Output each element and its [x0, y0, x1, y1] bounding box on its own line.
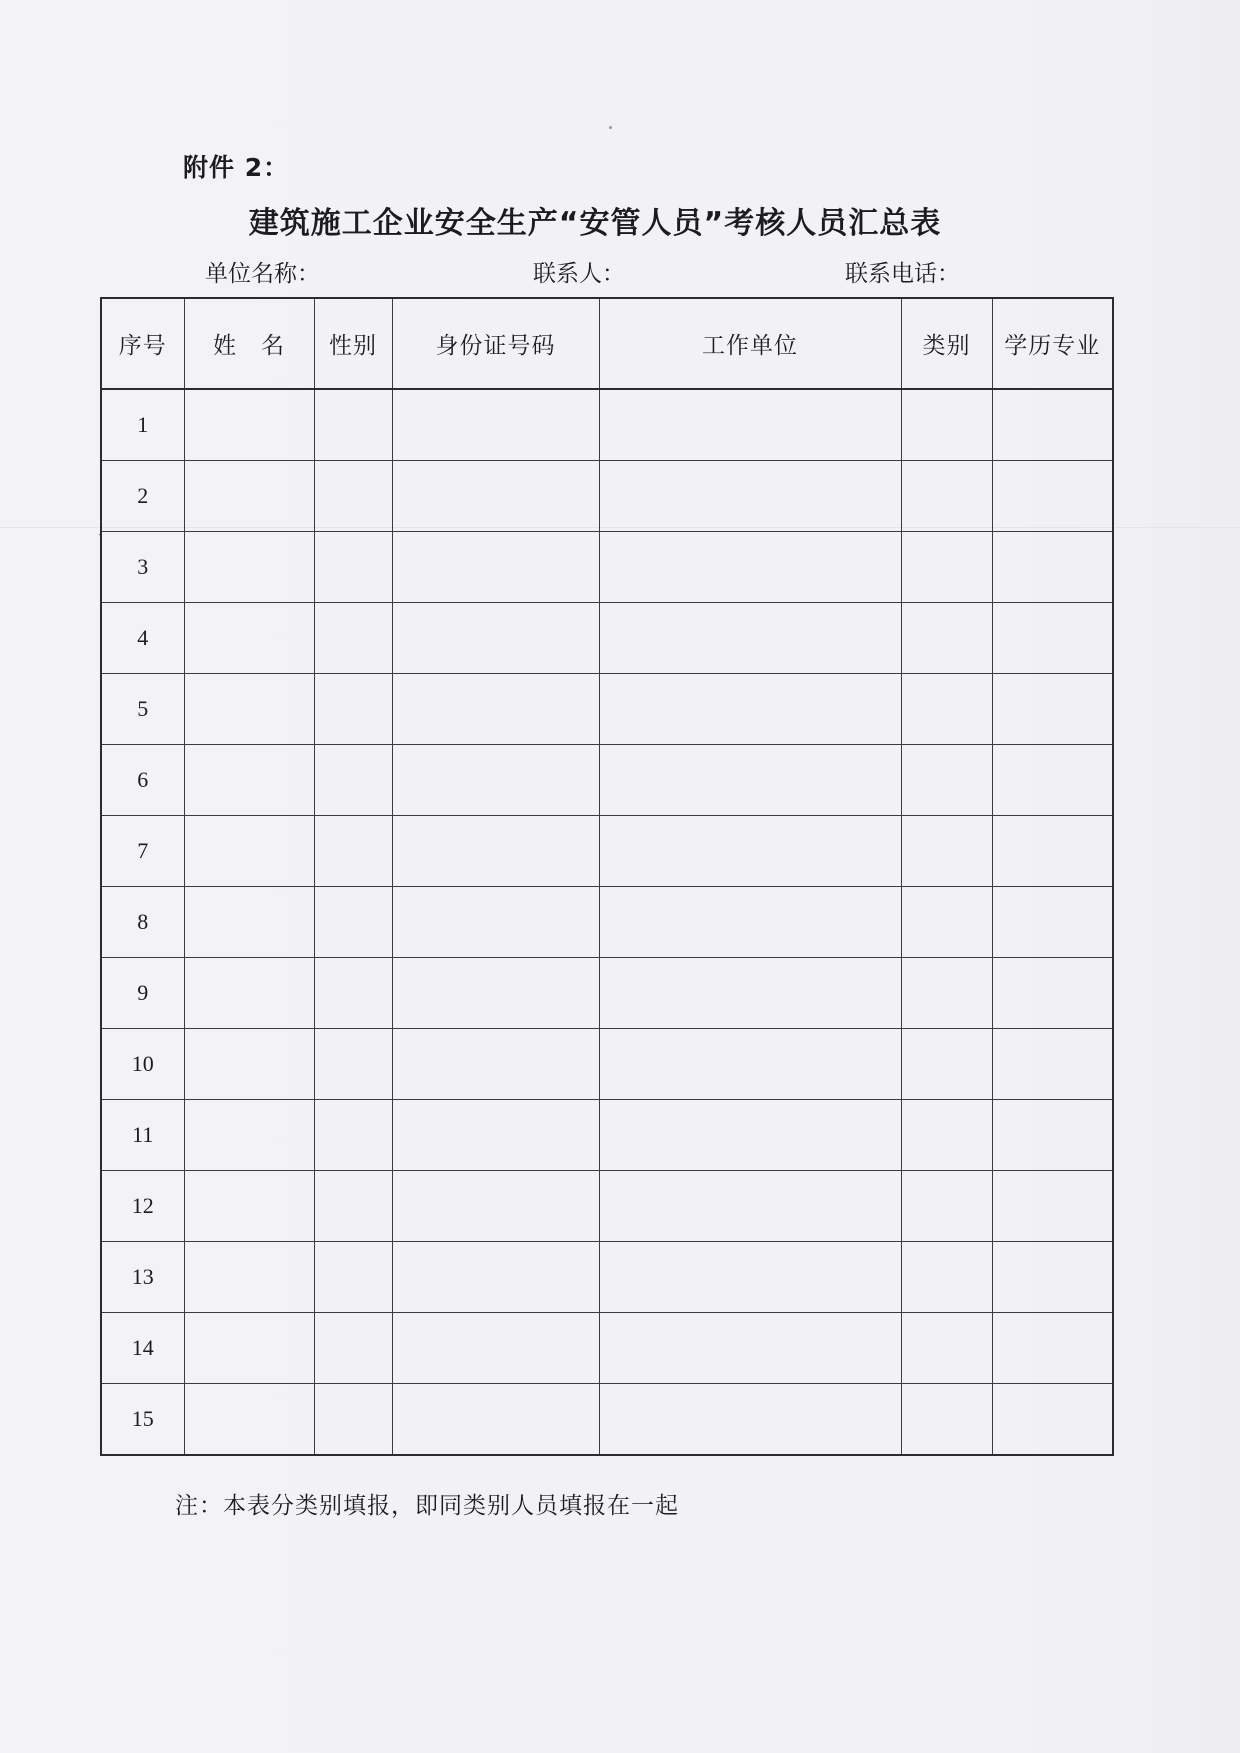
empty-id-number-cell: [392, 887, 599, 958]
row-number-cell: 7: [101, 816, 184, 887]
empty-name-cell: [184, 1029, 314, 1100]
empty-name-cell: [184, 603, 314, 674]
unit-name-label: 单位名称：: [205, 261, 320, 286]
empty-name-cell: [184, 887, 314, 958]
empty-work-unit-cell: [599, 1100, 901, 1171]
empty-id-number-cell: [392, 1100, 599, 1171]
row-number-cell: 2: [101, 461, 184, 532]
empty-education-cell: [992, 958, 1113, 1029]
table-header-row: [101, 298, 1113, 389]
contact-phone-label: 联系电话：: [845, 261, 960, 286]
empty-id-number-cell: [392, 461, 599, 532]
table-row: [101, 674, 1113, 745]
empty-category-cell: [901, 816, 992, 887]
empty-id-number-cell: [392, 389, 599, 461]
empty-category-cell: [901, 1029, 992, 1100]
empty-gender-cell: [314, 1029, 392, 1100]
empty-category-cell: [901, 389, 992, 461]
empty-name-cell: [184, 958, 314, 1029]
note-text: 注：本表分类别填报，即同类别人员填报在一起: [175, 1493, 679, 1518]
empty-category-cell: [901, 674, 992, 745]
empty-gender-cell: [314, 958, 392, 1029]
row-number-cell: 11: [101, 1100, 184, 1171]
header-cell-work-unit: 工作单位: [599, 298, 901, 389]
table-row: [101, 1171, 1113, 1242]
empty-category-cell: [901, 603, 992, 674]
empty-category-cell: [901, 532, 992, 603]
table-row: [101, 532, 1113, 603]
empty-education-cell: [992, 1100, 1113, 1171]
empty-work-unit-cell: [599, 1384, 901, 1456]
empty-name-cell: [184, 674, 314, 745]
table-row: [101, 887, 1113, 958]
empty-id-number-cell: [392, 745, 599, 816]
table-row: [101, 461, 1113, 532]
personnel-summary-table: [100, 297, 1114, 1456]
empty-education-cell: [992, 1313, 1113, 1384]
empty-id-number-cell: [392, 816, 599, 887]
empty-education-cell: [992, 674, 1113, 745]
empty-education-cell: [992, 1384, 1113, 1456]
empty-education-cell: [992, 389, 1113, 461]
row-number-cell: 8: [101, 887, 184, 958]
table-row: [101, 1029, 1113, 1100]
empty-work-unit-cell: [599, 1313, 901, 1384]
table-body: [101, 389, 1113, 1455]
empty-id-number-cell: [392, 1171, 599, 1242]
empty-name-cell: [184, 1313, 314, 1384]
empty-education-cell: [992, 603, 1113, 674]
empty-category-cell: [901, 1384, 992, 1456]
empty-id-number-cell: [392, 1313, 599, 1384]
empty-name-cell: [184, 816, 314, 887]
empty-name-cell: [184, 745, 314, 816]
empty-work-unit-cell: [599, 603, 901, 674]
attachment-label: 附件 2：: [183, 153, 290, 182]
empty-name-cell: [184, 461, 314, 532]
row-number-cell: 6: [101, 745, 184, 816]
empty-work-unit-cell: [599, 532, 901, 603]
empty-work-unit-cell: [599, 816, 901, 887]
empty-gender-cell: [314, 1384, 392, 1456]
empty-work-unit-cell: [599, 745, 901, 816]
empty-id-number-cell: [392, 603, 599, 674]
empty-name-cell: [184, 1100, 314, 1171]
empty-gender-cell: [314, 816, 392, 887]
empty-gender-cell: [314, 532, 392, 603]
empty-gender-cell: [314, 1242, 392, 1313]
row-number-cell: 1: [101, 389, 184, 461]
empty-category-cell: [901, 887, 992, 958]
header-cell-gender: 性别: [314, 298, 392, 389]
empty-name-cell: [184, 389, 314, 461]
empty-id-number-cell: [392, 1029, 599, 1100]
empty-gender-cell: [314, 887, 392, 958]
empty-category-cell: [901, 1100, 992, 1171]
header-cell-id-number: 身份证号码: [392, 298, 599, 389]
row-number-cell: 15: [101, 1384, 184, 1456]
table-row: [101, 389, 1113, 461]
row-number-cell: 3: [101, 532, 184, 603]
table-row: [101, 816, 1113, 887]
empty-id-number-cell: [392, 532, 599, 603]
empty-work-unit-cell: [599, 389, 901, 461]
row-number-cell: 10: [101, 1029, 184, 1100]
empty-education-cell: [992, 1171, 1113, 1242]
table-row: [101, 745, 1113, 816]
empty-id-number-cell: [392, 1384, 599, 1456]
empty-category-cell: [901, 1313, 992, 1384]
row-number-cell: 5: [101, 674, 184, 745]
empty-education-cell: [992, 887, 1113, 958]
empty-education-cell: [992, 816, 1113, 887]
empty-category-cell: [901, 1242, 992, 1313]
empty-name-cell: [184, 1242, 314, 1313]
table-row: [101, 1384, 1113, 1456]
empty-gender-cell: [314, 1171, 392, 1242]
empty-category-cell: [901, 745, 992, 816]
empty-gender-cell: [314, 461, 392, 532]
table-row: [101, 958, 1113, 1029]
empty-education-cell: [992, 461, 1113, 532]
table-row: [101, 1100, 1113, 1171]
info-line: [0, 255, 1240, 287]
empty-gender-cell: [314, 1100, 392, 1171]
empty-gender-cell: [314, 1313, 392, 1384]
header-cell-category: 类别: [901, 298, 992, 389]
empty-category-cell: [901, 461, 992, 532]
empty-gender-cell: [314, 603, 392, 674]
empty-name-cell: [184, 1171, 314, 1242]
row-number-cell: 9: [101, 958, 184, 1029]
row-number-cell: 13: [101, 1242, 184, 1313]
contact-person-label: 联系人：: [533, 261, 625, 286]
empty-work-unit-cell: [599, 1171, 901, 1242]
empty-category-cell: [901, 958, 992, 1029]
scan-artifact-dot: [609, 126, 612, 129]
empty-work-unit-cell: [599, 461, 901, 532]
empty-work-unit-cell: [599, 1242, 901, 1313]
empty-work-unit-cell: [599, 1029, 901, 1100]
table-row: [101, 603, 1113, 674]
header-cell-education: 学历专业: [992, 298, 1113, 389]
page-title: 建筑施工企业安全生产“安管人员”考核人员汇总表: [248, 206, 942, 241]
empty-gender-cell: [314, 674, 392, 745]
table-row: [101, 1242, 1113, 1313]
empty-education-cell: [992, 532, 1113, 603]
empty-name-cell: [184, 1384, 314, 1456]
empty-work-unit-cell: [599, 674, 901, 745]
empty-id-number-cell: [392, 958, 599, 1029]
empty-id-number-cell: [392, 1242, 599, 1313]
empty-gender-cell: [314, 745, 392, 816]
empty-id-number-cell: [392, 674, 599, 745]
empty-education-cell: [992, 1242, 1113, 1313]
empty-education-cell: [992, 745, 1113, 816]
empty-education-cell: [992, 1029, 1113, 1100]
row-number-cell: 4: [101, 603, 184, 674]
empty-work-unit-cell: [599, 887, 901, 958]
empty-gender-cell: [314, 389, 392, 461]
header-cell-name: 姓 名: [184, 298, 314, 389]
row-number-cell: 14: [101, 1313, 184, 1384]
empty-category-cell: [901, 1171, 992, 1242]
row-number-cell: 12: [101, 1171, 184, 1242]
empty-name-cell: [184, 532, 314, 603]
header-cell-serial-number: 序号: [101, 298, 184, 389]
table-row: [101, 1313, 1113, 1384]
empty-work-unit-cell: [599, 958, 901, 1029]
